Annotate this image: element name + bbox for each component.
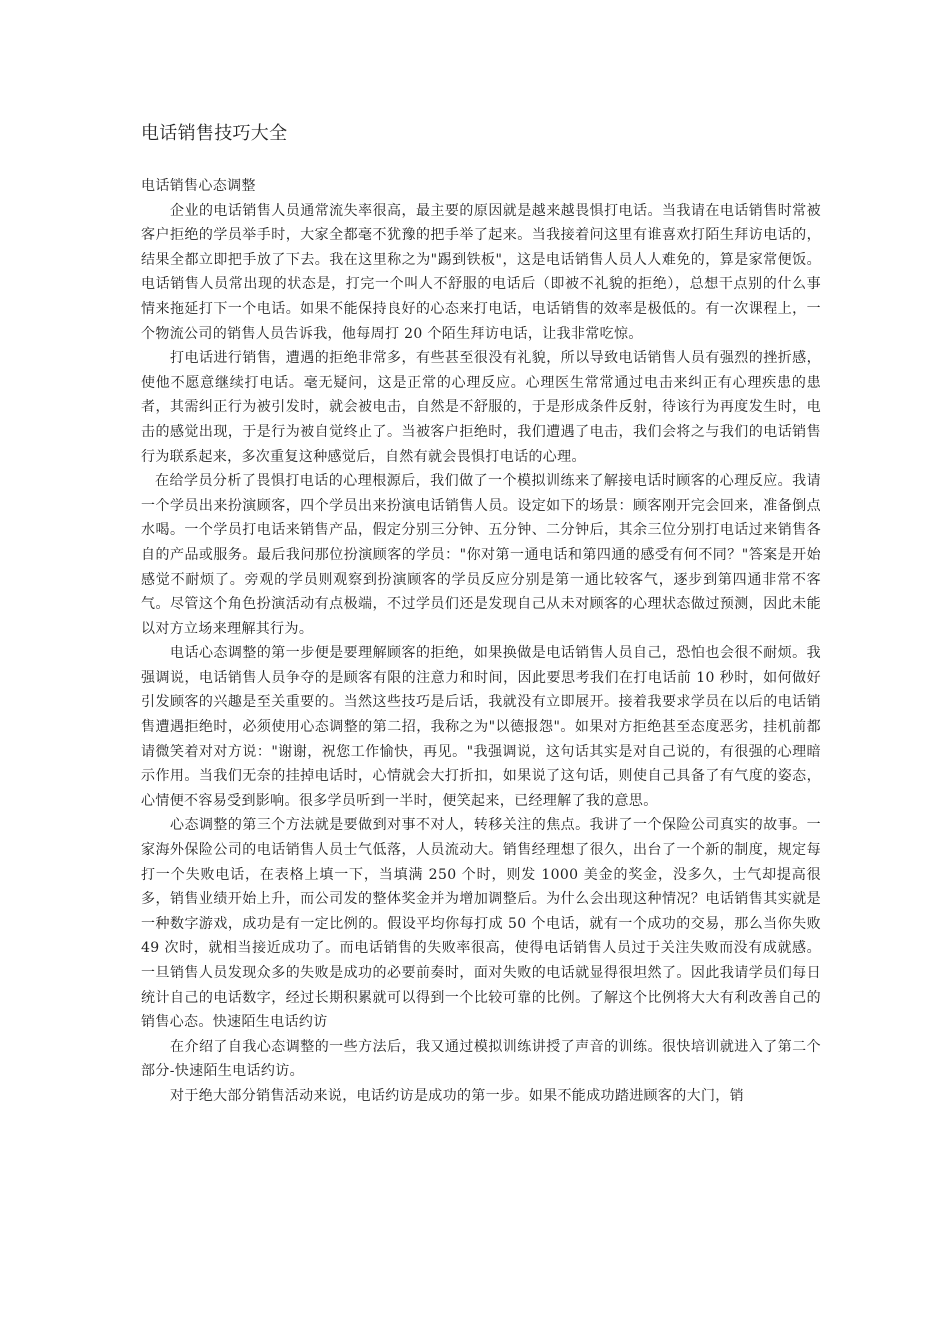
paragraph-1: 企业的电话销售人员通常流失率很高，最主要的原因就是越来越畏惧打电话。当我请在电话销售时常被客户拒绝的学员举手时，大家全都毫不犹豫的把手举了起来。当我接着问这里有谁喜欢打陌生拜访电话的，结果全都立即把手放了下去。我在这里称之为"踢到铁板"，这是电话销售人员人人难免的，算是家常便饭。电话销售人员常出现的状态是，打完一个叫人不舒服的电话后（即被不礼貌的拒绝），总想干点别的什么事情来拖延打下一个电话。如果不能保持良好的心态来打电话，电话销售的效率是极低的。有一次课程上，一个物流公司的销售人员告诉我，他每周打 20 个陌生拜访电话，让我非常吃惊。 bbox=[141, 202, 821, 342]
paragraph-6: 在介绍了自我心态调整的一些方法后，我又通过模拟训练讲授了声音的训练。很快培训就进入了第二个部分-快速陌生电话约访。 bbox=[141, 1038, 821, 1080]
paragraph-2: 打电话进行销售，遭遇的拒绝非常多，有些甚至很没有礼貌，所以导致电话销售人员有强烈的挫折感，使他不愿意继续打电话。毫无疑问，这是正常的心理反应。心理医生常常通过电击来纠正有心理疾患的患者，其需纠正行为被引发时，就会被电击，自然是不舒服的，于是形成条件反射，待该行为再度发生时，电击的感觉出现，于是行为被自觉终止了。当被客户拒绝时，我们遭遇了电击，我们会将之与我们的电话销售行为联系起来，多次重复这种感觉后，自然有就会畏惧打电话的心理。 bbox=[141, 350, 821, 465]
paragraph-4: 电话心态调整的第一步便是要理解顾客的拒绝，如果换做是电话销售人员自己，恐怕也会很不耐烦。我强调说，电话销售人员争夺的是顾客有限的注意力和时间，因此要思考我们在打电话前 10 秒时，如何做好引发顾客的兴趣是至关重要的。当然这些技巧是后话，我就没有立即展开。接着我要求学员在以后的电话销售遭遇拒绝时，必须使用心态调整的第二招，我称之为"以德报怨"。如果对方拒绝甚至态度恶劣，挂机前都请微笑着对对方说："谢谢，祝您工作愉快，再见。"我强调说，这句话其实是对自己说的，有很强的心理暗示作用。当我们无奈的挂掉电话时，心情就会大打折扣，如果说了这句话，则使自己具备了有气度的姿态，心情便不容易受到影响。很多学员听到一半时，便笑起来，已经理解了我的意思。 bbox=[141, 645, 821, 809]
section-heading: 电话销售心态调整 bbox=[141, 178, 256, 194]
paragraph-5: 心态调整的第三个方法就是要做到对事不对人，转移关注的焦点。我讲了一个保险公司真实的故事。一家海外保险公司的电话销售人员士气低落，人员流动大。销售经理想了很久，出台了一个新的制度，规定每打一个失败电话，在表格上填一下，当填满 250 个时，则发 1000 美金的奖金，没多久，士气却提高很多，销售业绩开始上升，而公司发的整体奖金并为增加调整后。为什么会出现这种情况？电话销售其实就是一种数字游戏，成功是有一定比例的。假设平均你每打成 50 个电话，就有一个成功的交易，那么当你失败 49 次时，就相当接近成功了。而电话销售的失败率很高，使得电话销售人员过于关注失败而没有成就感。一旦销售人员发现众多的失败是成功的必要前奏时，面对失败的电话就显得很坦然了。因此我请学员们每日统计自己的电话数字，经过长期积累就可以得到一个比较可靠的比例。了解这个比例将大大有利改善自己的销售心态。快速陌生电话约访 bbox=[141, 817, 821, 1031]
document-body bbox=[141, 174, 821, 1109]
document-title: 电话销售技巧大全 bbox=[141, 123, 288, 144]
paragraph-7: 对于绝大部分销售活动来说，电话约访是成功的第一步。如果不能成功踏进顾客的大门，销 bbox=[170, 1087, 744, 1104]
paragraph-3: 在给学员分析了畏惧打电话的心理根源后，我们做了一个模拟训练来了解接电话时顾客的心理反应。我请一个学员出来扮演顾客，四个学员出来扮演电话销售人员。设定如下的场景：顾客刚开完会回来，准备倒点水喝。一个学员打电话来销售产品，假定分别三分钟、五分钟、二分钟后，其余三位分别打电话过来销售各自的产品或服务。最后我问那位扮演顾客的学员："你对第一通电话和第四通的感受有何不同？"答案是开始感觉不耐烦了。旁观的学员则观察到扮演顾客的学员反应分别是第一通比较客气，逐步到第四通非常不客气。尽管这个角色扮演活动有点极端，不过学员们还是发现自己从未对顾客的心理状态做过预测，因此未能以对方立场来理解其行为。 bbox=[141, 473, 821, 637]
